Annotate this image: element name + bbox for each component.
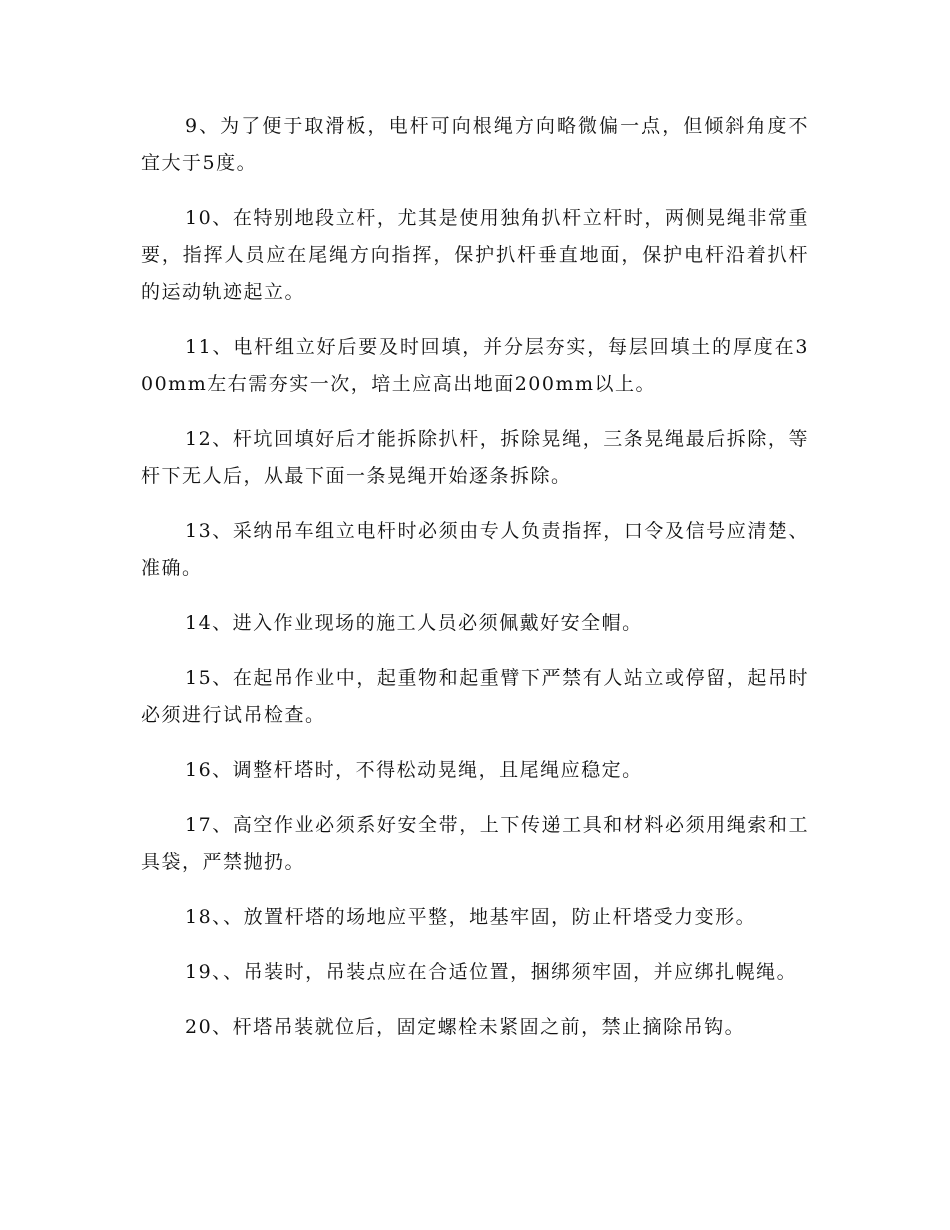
paragraph-item-9: 9、为了便于取滑板，电杆可向根绳方向略微偏一点，但倾斜角度不宜大于5度。 bbox=[141, 115, 809, 174]
paragraph-item-17: 17、高空作业必须系好安全带，上下传递工具和材料必须用绳索和工具袋，严禁抛扔。 bbox=[141, 814, 809, 873]
paragraph-item-18: 18、、放置杆塔的场地应平整，地基牢固，防止杆塔受力变形。 bbox=[185, 906, 757, 928]
paragraph-item-19: 19、、吊装时，吊装点应在合适位置，捆绑须牢固，并应绑扎幌绳。 bbox=[185, 961, 798, 983]
paragraph-item-16: 16、调整杆塔时，不得松动晃绳，且尾绳应稳定。 bbox=[185, 759, 643, 781]
paragraph-item-11: 11、电杆组立好后要及时回填，并分层夯实，每层回填土的厚度在300mm左右需夯实一次，培土应高出地面200mm以上。 bbox=[141, 336, 809, 395]
paragraph-item-15: 15、在起吊作业中，起重物和起重臂下严禁有人站立或停留，起吊时必须进行试吊检查。 bbox=[141, 667, 809, 726]
document-body bbox=[141, 108, 809, 1064]
paragraph-item-20: 20、杆塔吊装就位后，固定螺栓未紧固之前，禁止摘除吊钩。 bbox=[185, 1016, 746, 1038]
paragraph-item-12: 12、杆坑回填好后才能拆除扒杆，拆除晃绳，三条晃绳最后拆除，等杆下无人后，从最下面一条晃绳开始逐条拆除。 bbox=[141, 428, 809, 487]
paragraph-item-14: 14、进入作业现场的施工人员必须佩戴好安全帽。 bbox=[185, 612, 643, 634]
paragraph-item-13: 13、采纳吊车组立电杆时必须由专人负责指挥，口令及信号应清楚、准确。 bbox=[141, 520, 809, 579]
paragraph-item-10: 10、在特别地段立杆，尤其是使用独角扒杆立杆时，两侧晃绳非常重要，指挥人员应在尾绳方向指挥，保护扒杆垂直地面，保护电杆沿着扒杆的运动轨迹起立。 bbox=[141, 207, 809, 303]
